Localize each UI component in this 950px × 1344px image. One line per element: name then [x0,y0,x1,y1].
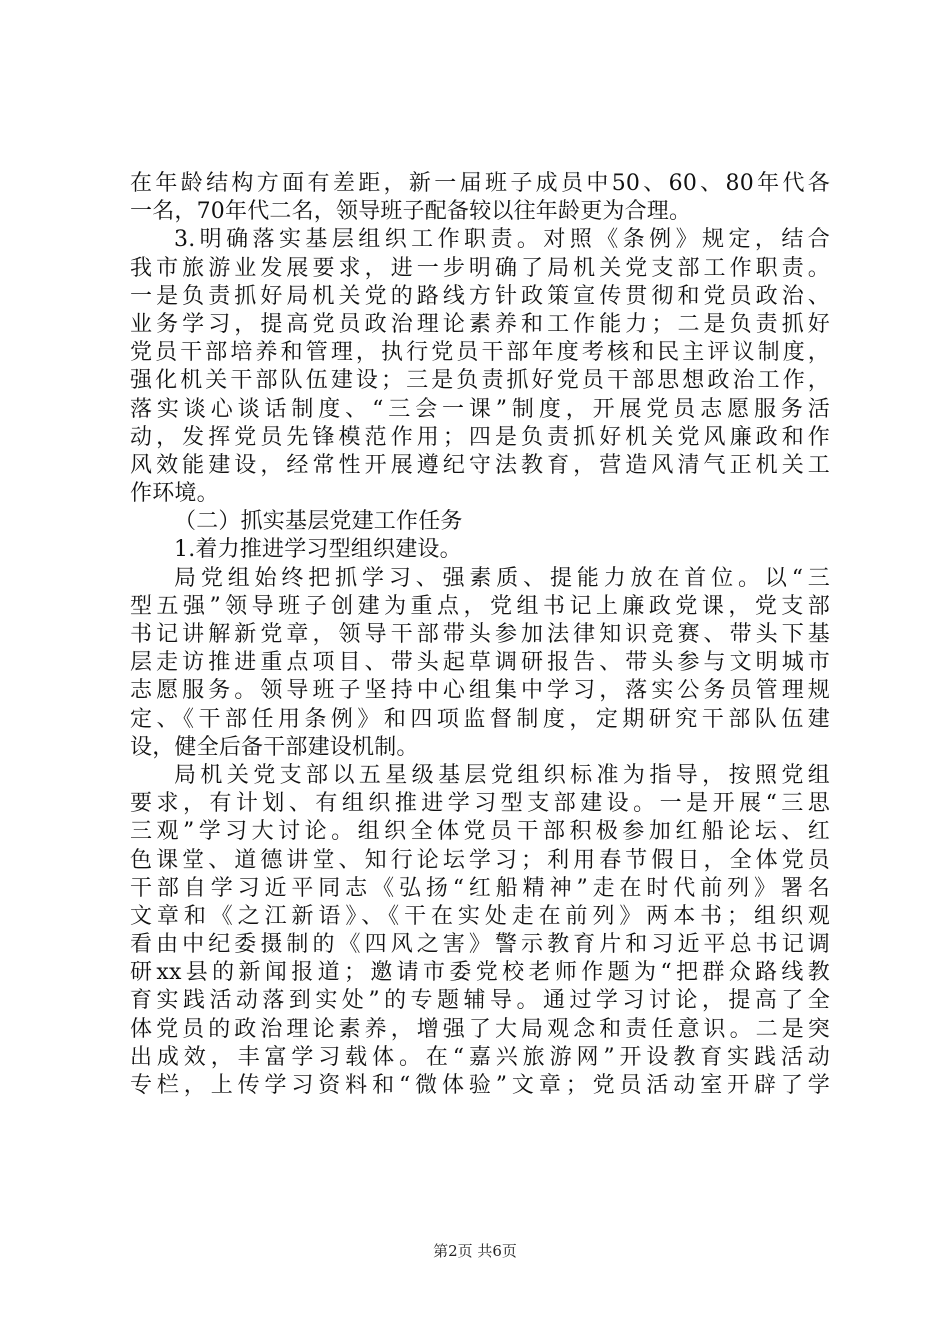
text-line: 设，健全后备干部建设机制。 [130,734,419,760]
text-line: 文章和《之江新语》、《干在实处走在前列》两本书；组织观 [130,903,830,929]
text-line: 书记讲解新党章，领导干部带头参加法律知识竞赛、带头下基 [130,622,830,647]
text-line: 业务学习，提高党员政治理论素养和工作能力；二是负责抓好 [130,311,830,337]
text-line: 干部自学习近平同志《弘扬“红船精神”走在时代前列》署名 [130,875,830,901]
text-line: 落实谈心谈话制度、“三会一课”制度，开展党员志愿服务活 [130,396,830,422]
text-line: 体党员的政治理论素养，增强了大局观念和责任意识。二是突 [130,1016,830,1042]
text-line: 党员干部培养和管理，执行党员干部年度考核和民主评议制度， [130,340,830,366]
text-line: 育实践活动落到实处”的专题辅导。通过学习讨论，提高了全 [130,988,830,1014]
text-line: 定、《干部任用条例》和四项监督制度，定期研究干部队伍建 [130,706,830,732]
text-line: 一是负责抓好局机关党的路线方针政策宣传贯彻和党员政治、 [130,283,830,309]
text-line: 型五强”领导班子创建为重点，党组书记上廉政党课，党支部 [130,593,830,619]
text-line: 研xx县的新闻报道；邀请市委党校老师作题为“把群众路线教 [130,960,830,986]
document-body [130,170,830,1100]
text-line: 作环境。 [130,481,219,507]
text-line: 专栏，上传学习资料和“微体验”文章；党员活动室开辟了学 [130,1073,830,1098]
text-line: 在年龄结构方面有差距，新一届班子成员中50、60、80年代各 [130,171,830,196]
text-line: 三观”学习大讨论。组织全体党员干部积极参加红船论坛、红 [130,819,830,845]
text-line: 1.着力推进学习型组织建设。 [174,537,462,563]
text-line: 志愿服务。领导班子坚持中心组集中学习，落实公务员管理规 [130,678,830,704]
text-line: 一名，70年代二名，领导班子配备较以往年龄更为合理。 [130,199,692,225]
text-line: 局党组始终把抓学习、强素质、提能力放在首位。以“三 [174,565,830,591]
text-line: 我市旅游业发展要求，进一步明确了局机关党支部工作职责。 [130,255,830,281]
page-footer: 第2页 共6页 [433,1242,517,1260]
text-line: 要求，有计划、有组织推进学习型支部建设。一是开展“三思 [130,791,830,817]
text-line: 3.明确落实基层组织工作职责。对照《条例》规定，结合 [174,227,830,253]
text-line: 风效能建设，经常性开展遵纪守法教育，营造风清气正机关工 [130,452,830,478]
text-line: 层走访推进重点项目、带头起草调研报告、带头参与文明城市 [130,650,830,676]
text-line: 动，发挥党员先锋模范作用；四是负责抓好机关党风廉政和作 [130,424,830,450]
text-line: 色课堂、道德讲堂、知行论坛学习；利用春节假日，全体党员 [130,847,830,873]
text-line: （二）抓实基层党建工作任务 [174,509,463,535]
text-line: 强化机关干部队伍建设；三是负责抓好党员干部思想政治工作， [130,368,830,394]
text-line: 出成效，丰富学习载体。在“嘉兴旅游网”开设教育实践活动 [130,1044,830,1070]
text-line: 局机关党支部以五星级基层党组织标准为指导，按照党组 [174,762,830,788]
text-line: 看由中纪委摄制的《四风之害》警示教育片和习近平总书记调 [130,932,830,958]
